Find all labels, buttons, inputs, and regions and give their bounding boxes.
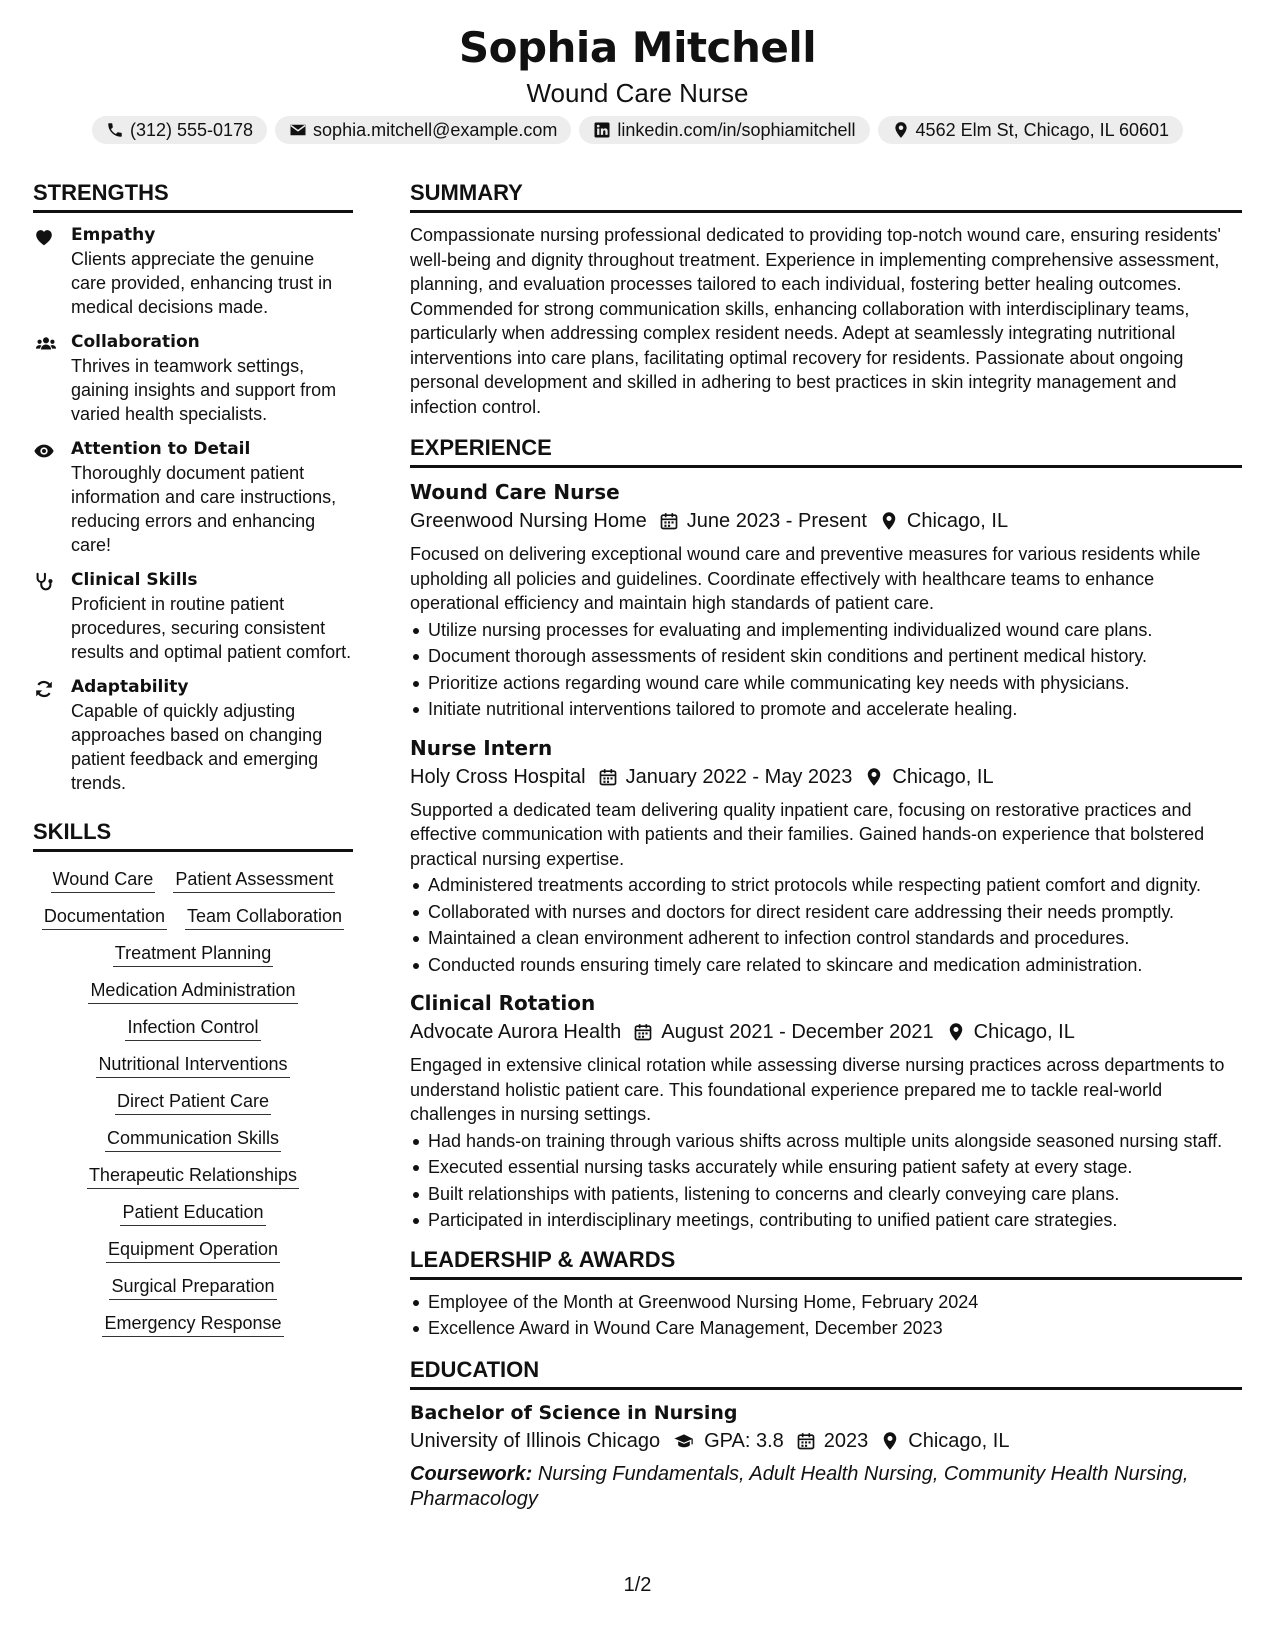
summary-text: Compassionate nursing professional dedicated to providing top-notch wound care, ensuring residents' well-being and dignity throughout treatment. Experience in implementing comprehensive assessment, planning, and evaluation processes tailored to each individual, fostering better healing outcomes. Commended for strong communication skills, enhancing collaboration with interdisciplinary teams, particularly when addressing complex resident needs. Adept at seamlessly integrating nutritional interventions into care plans, facilitating optimal recovery for residents. Passionate about ongoing personal development and skilled in adhering to best practices in skin integrity management and infection control. <box>410 225 1221 417</box>
strength-desc: Clients appreciate the genuine care provided, enhancing trust in medical decisions made. <box>71 249 333 317</box>
strengths-heading: STRENGTHS <box>33 178 353 213</box>
skill-tag: Communication Skills <box>105 1125 281 1152</box>
job-bullet: Built relationships with patients, listening to concerns and clearly conveying care plans. <box>410 1182 1242 1207</box>
job-bullets <box>410 873 1242 977</box>
users-icon <box>33 333 59 355</box>
job-bullets <box>410 1129 1242 1233</box>
skill-tag: Direct Patient Care <box>115 1088 271 1115</box>
strength-desc: Thrives in teamwork settings, gaining insights and support from varied health specialists. <box>71 356 337 424</box>
coursework-label: Coursework: <box>410 1462 533 1485</box>
contact-linkedin-text: linkedin.com/in/sophiamitchell <box>617 119 856 140</box>
stethoscope-icon <box>33 571 55 593</box>
graduation-year: 2023 <box>823 1429 869 1452</box>
job-company: Advocate Aurora Health <box>410 1021 622 1043</box>
job-bullet: Conducted rounds ensuring timely care related to skincare and medication administration. <box>410 953 1242 978</box>
contact-address[interactable] <box>878 116 1184 144</box>
map-marker-icon <box>892 121 910 139</box>
strength-item <box>33 223 353 319</box>
graduation-cap-icon <box>672 1431 696 1451</box>
skill-tag: Surgical Preparation <box>109 1273 276 1300</box>
skills-heading: SKILLS <box>33 817 353 852</box>
contact-phone[interactable] <box>92 116 267 144</box>
skills-list <box>33 866 353 1337</box>
map-marker-icon <box>880 1431 900 1451</box>
awards-heading: LEADERSHIP & AWARDS <box>410 1245 1242 1280</box>
strength-desc: Proficient in routine patient procedures, securing consistent results and optimal patient comfort. <box>71 594 352 662</box>
strength-item <box>33 568 353 664</box>
job-description: Focused on delivering exceptional wound care and preventive measures for various residents while upholding all policies and guidelines. Coordinate effectively with healthcare teams to enhance operational efficiency and maintain high standards of patient care. <box>410 544 1201 613</box>
right-column <box>410 178 1242 1512</box>
awards-list <box>410 1290 1242 1341</box>
job-entry <box>410 478 1242 722</box>
coursework-list: Nursing Fundamentals, Adult Health Nursing, Community Health Nursing, Pharmacology <box>410 1462 1189 1510</box>
skill-tag: Treatment Planning <box>113 940 273 967</box>
candidate-title: Wound Care Nurse <box>526 78 749 108</box>
linkedin-icon <box>593 121 611 139</box>
calendar-icon <box>598 767 618 787</box>
strength-title: Collaboration <box>71 332 200 352</box>
contact-bar <box>0 116 1275 144</box>
strength-item <box>33 330 353 426</box>
skill-tag: Medication Administration <box>88 977 297 1004</box>
strength-desc: Thoroughly document patient information and care instructions, reducing errors and enhancing care! <box>71 463 337 555</box>
map-marker-icon <box>946 1022 966 1042</box>
skill-tag: Patient Assessment <box>173 866 335 893</box>
award-item: Employee of the Month at Greenwood Nursing Home, February 2024 <box>410 1290 1242 1315</box>
job-company: Greenwood Nursing Home <box>410 510 647 532</box>
eye-icon <box>33 440 55 462</box>
skill-tag: Therapeutic Relationships <box>87 1162 299 1189</box>
strength-desc: Capable of quickly adjusting approaches based on changing patient feedback and emerging trends. <box>71 701 323 793</box>
skill-tag: Equipment Operation <box>106 1236 280 1263</box>
coursework <box>410 1462 1242 1512</box>
job-bullet: Prioritize actions regarding wound care while communicating key needs with physicians. <box>410 671 1242 696</box>
job-title: Clinical Rotation <box>410 991 596 1015</box>
job-location: Chicago, IL <box>906 510 1009 532</box>
job-bullet: Collaborated with nurses and doctors for direct resident care addressing their needs promptly. <box>410 900 1242 925</box>
job-bullet: Document thorough assessments of resident skin conditions and pertinent medical history. <box>410 644 1242 669</box>
job-dates: January 2022 - May 2023 <box>625 765 853 788</box>
left-column <box>33 178 353 1337</box>
heart-icon <box>33 226 55 248</box>
strength-title: Attention to Detail <box>71 439 251 459</box>
job-dates: June 2023 - Present <box>686 510 867 532</box>
experience-heading: EXPERIENCE <box>410 433 1242 468</box>
gpa: GPA: 3.8 <box>704 1429 784 1452</box>
job-location: Chicago, IL <box>973 1021 1075 1043</box>
strength-title: Clinical Skills <box>71 570 198 590</box>
envelope-icon <box>289 121 307 139</box>
skill-tag: Infection Control <box>125 1014 260 1041</box>
job-dates: August 2021 - December 2021 <box>661 1021 934 1043</box>
page-number: 1/2 <box>623 1574 652 1596</box>
strength-item <box>33 437 353 557</box>
summary-heading: SUMMARY <box>410 178 1242 213</box>
contact-phone-text: (312) 555-0178 <box>129 119 254 140</box>
skill-tag: Wound Care <box>51 866 156 893</box>
contact-email[interactable] <box>275 116 571 144</box>
job-meta <box>410 1017 1242 1047</box>
education-location: Chicago, IL <box>908 1429 1010 1452</box>
job-entry <box>410 734 1242 978</box>
job-bullet: Administered treatments according to strict protocols while respecting patient comfort and dignity. <box>410 873 1242 898</box>
candidate-name: Sophia Mitchell <box>458 23 817 72</box>
skill-tag: Team Collaboration <box>185 903 344 930</box>
skill-tag: Nutritional Interventions <box>96 1051 289 1078</box>
award-item: Excellence Award in Wound Care Management, December 2023 <box>410 1316 1242 1341</box>
job-bullet: Initiate nutritional interventions tailored to promote and accelerate healing. <box>410 697 1242 722</box>
job-meta <box>410 762 1242 792</box>
strength-title: Empathy <box>71 225 156 245</box>
job-bullet: Had hands-on training through various shifts across multiple units alongside seasoned nursing staff. <box>410 1129 1242 1154</box>
job-title: Nurse Intern <box>410 735 553 760</box>
map-marker-icon <box>879 511 899 531</box>
map-marker-icon <box>864 767 884 787</box>
calendar-icon <box>633 1022 653 1042</box>
job-description: Engaged in extensive clinical rotation while assessing diverse nursing practices across departments to understand holistic patient care. This foundational experience prepared me to tackle real-world challenges in nursing settings. <box>410 1055 1225 1124</box>
contact-address-text: 4562 Elm St, Chicago, IL 60601 <box>915 119 1170 140</box>
job-entry <box>410 989 1242 1233</box>
resume-header <box>0 22 1275 144</box>
skill-tag: Emergency Response <box>102 1310 283 1337</box>
skill-tag: Patient Education <box>120 1199 265 1226</box>
job-company: Holy Cross Hospital <box>410 765 586 788</box>
calendar-icon <box>796 1431 816 1451</box>
job-bullet: Maintained a clean environment adherent to infection control standards and procedures. <box>410 926 1242 951</box>
job-description: Supported a dedicated team delivering quality inpatient care, focusing on restorative practices and effective communication with patients and their families. Gained hands-on experience that bolstered practical nursing expertise. <box>410 799 1205 869</box>
job-bullet: Utilize nursing processes for evaluating and implementing individualized wound care plans. <box>410 618 1242 643</box>
contact-linkedin[interactable] <box>579 116 869 144</box>
education-meta <box>410 1426 1242 1456</box>
job-location: Chicago, IL <box>892 765 994 788</box>
contact-email-text: sophia.mitchell@example.com <box>313 119 558 140</box>
phone-icon <box>106 121 124 139</box>
job-bullet: Executed essential nursing tasks accurately while ensuring patient safety at every stage. <box>410 1155 1242 1180</box>
degree-title: Bachelor of Science in Nursing <box>410 1401 738 1424</box>
strength-title: Adaptability <box>71 677 189 697</box>
job-bullets <box>410 618 1242 722</box>
skill-tag: Documentation <box>42 903 167 930</box>
school-name: University of Illinois Chicago <box>410 1429 661 1452</box>
job-bullet: Participated in interdisciplinary meetings, contributing to unified patient care strategies. <box>410 1208 1242 1233</box>
job-meta <box>410 506 1242 536</box>
strength-item <box>33 675 353 795</box>
calendar-icon <box>659 511 679 531</box>
education-heading: EDUCATION <box>410 1355 1242 1390</box>
sync-icon <box>33 678 55 700</box>
job-title: Wound Care Nurse <box>410 480 620 504</box>
